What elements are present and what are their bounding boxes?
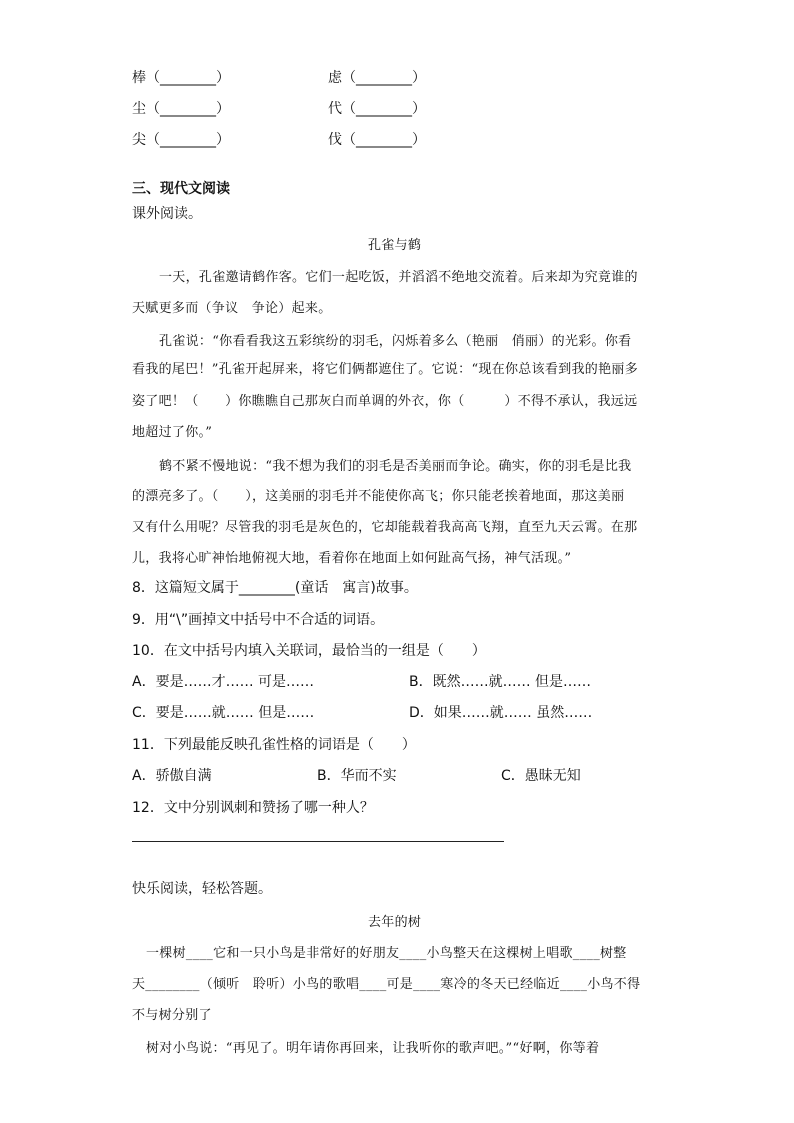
passage-line: 一棵树____它和一只小鸟是非常好的好朋友____小鸟整天在这棵树上唱歌____树整 — [146, 946, 627, 961]
char-item-jian: 尖（________） — [132, 132, 230, 148]
passage-line: 的漂亮多了。（ ），这美丽的羽毛并不能使你高飞；你只能老挨着地面，那这美丽 — [132, 489, 625, 504]
question-11: 11．下列最能反映孔雀性格的词语是（ ） — [132, 737, 416, 753]
char-item-fa: 伐（________） — [328, 132, 426, 148]
passage-title: 孔雀与鹤 — [368, 238, 422, 253]
option-b: B．既然……就…… 但是…… — [409, 674, 592, 690]
char-item-lv: 虑（________） — [328, 70, 426, 86]
passage-line: 一天，孔雀邀请鹤作客。它们一起吃饭，并滔滔不绝地交流着。后来却为究竟谁的 — [159, 270, 638, 285]
passage-title: 去年的树 — [368, 915, 422, 930]
char-item-chen: 尘（________） — [132, 101, 230, 117]
option-a: A．骄傲自满 — [132, 768, 212, 784]
question-12: 12．文中分别讽刺和赞扬了哪一种人？ — [132, 800, 374, 816]
option-a: A．要是……才…… 可是…… — [132, 674, 315, 690]
passage-line: 孔雀说：“你看看我这五彩缤纷的羽毛，闪烁着多么（艳丽 俏丽）的光彩。你看 — [159, 334, 632, 349]
char-item-dai: 代（________） — [328, 101, 426, 117]
char-item-bang: 棒（________） — [132, 70, 230, 86]
passage-line: 树对小鸟说：“再见了。明年请你再回来，让我听你的歌声吧。”“好啊，你等着 — [146, 1041, 600, 1056]
passage-line: 又有什么用呢？尽管我的羽毛是灰色的，它却能载着我高高飞翔，直至九天云霄。在那 — [132, 520, 638, 535]
passage-line: 儿，我将心旷神怡地俯视大地，看着你在地面上如何趾高气扬，神气活现。” — [132, 551, 572, 566]
option-c: C．要是……就…… 但是…… — [132, 705, 315, 721]
passage-line: 鹤不紧不慢地说：“我不想为我们的羽毛是否美丽而争论。确实，你的羽毛是比我 — [159, 459, 632, 474]
option-c: C．愚昧无知 — [501, 768, 581, 784]
passage-line: 不与树分别了 — [132, 1008, 212, 1023]
passage-line: 地超过了你。” — [132, 425, 213, 440]
section-intro: 课外阅读。 — [132, 206, 202, 222]
passage-line: 姿了吧！（ ）你瞧瞧自己那灰白而单调的外衣，你（ ）不得不承认，我远远 — [132, 394, 638, 409]
question-9: 9．用“\”画掉文中括号中不合适的词语。 — [132, 612, 385, 628]
option-d: D．如果……就…… 虽然…… — [409, 705, 593, 721]
passage-line: 天赋更多而（争议 争论）起来。 — [132, 301, 332, 316]
answer-line — [132, 841, 504, 842]
section-heading: 三、现代文阅读 — [132, 181, 230, 197]
section-intro: 快乐阅读，轻松答题。 — [132, 881, 272, 897]
question-10: 10．在文中括号内填入关联词，最恰当的一组是（ ） — [132, 643, 486, 659]
option-b: B．华而不实 — [317, 768, 397, 784]
question-8: 8．这篇短文属于________(童话 寓言)故事。 — [132, 580, 418, 596]
passage-line: 看我的尾巴！”孔雀开起屏来，将它们俩都遮住了。它说：“现在你总该看到我的艳丽多 — [132, 362, 638, 377]
passage-line: 天________（倾听 聆听）小鸟的歌唱____可是____寒冷的冬天已经临近____小鸟不得 — [132, 977, 641, 992]
